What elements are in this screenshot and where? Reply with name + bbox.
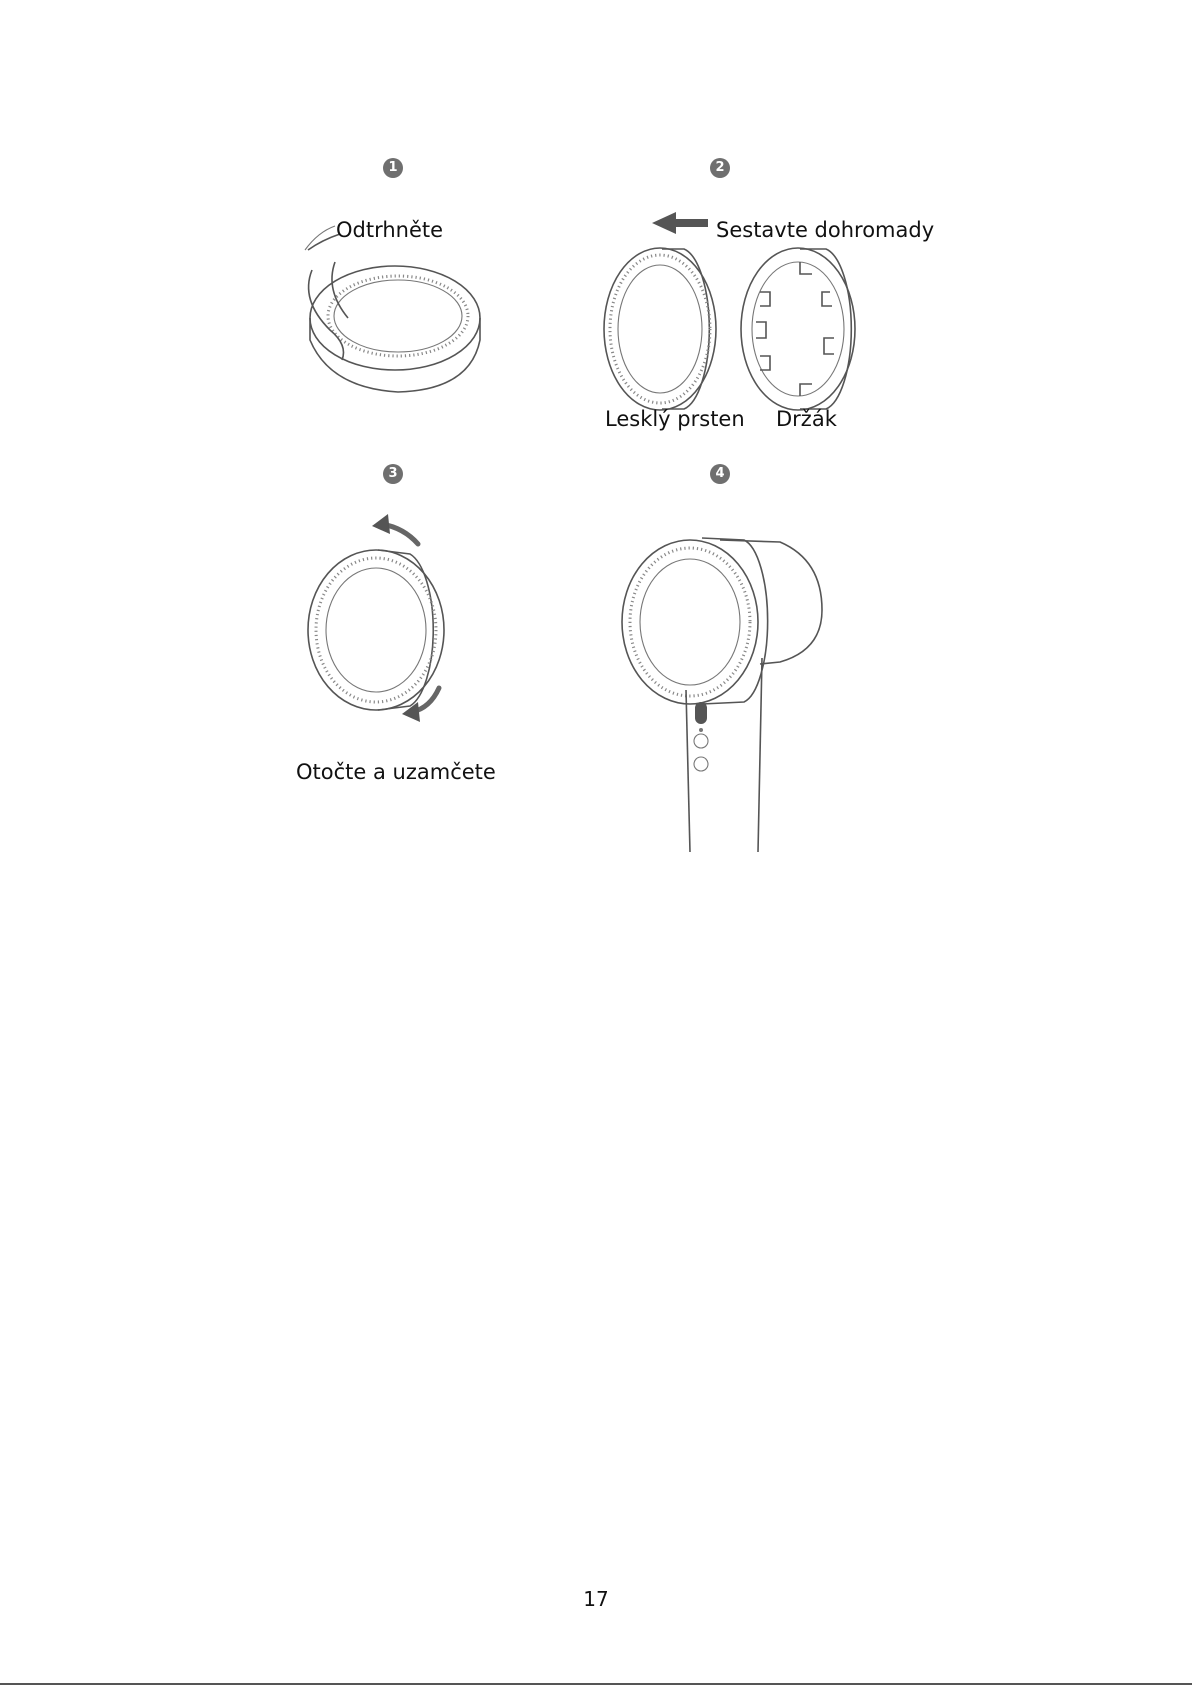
step-1-badge: 1 bbox=[383, 158, 403, 178]
step-3-label: Otočte a uzamčete bbox=[296, 760, 496, 784]
page-number: 17 bbox=[583, 1587, 609, 1611]
holder-label: Držák bbox=[776, 407, 837, 431]
assemble-arrow bbox=[652, 212, 708, 234]
step3-rotate-illustration bbox=[308, 514, 444, 722]
step-2-badge: 2 bbox=[710, 158, 730, 178]
glossy-ring-label: Lesklý prsten bbox=[605, 407, 745, 431]
step2-holder bbox=[741, 248, 855, 410]
step2-glossy-ring bbox=[604, 248, 716, 410]
step-1-label: Odtrhněte bbox=[336, 218, 444, 242]
step-4-badge: 4 bbox=[710, 464, 730, 484]
step1-ring-illustration bbox=[305, 226, 480, 392]
step4-hair-dryer-illustration bbox=[622, 538, 822, 852]
step-2-label: Sestavte dohromady bbox=[716, 218, 935, 242]
step-3-badge: 3 bbox=[383, 464, 403, 484]
